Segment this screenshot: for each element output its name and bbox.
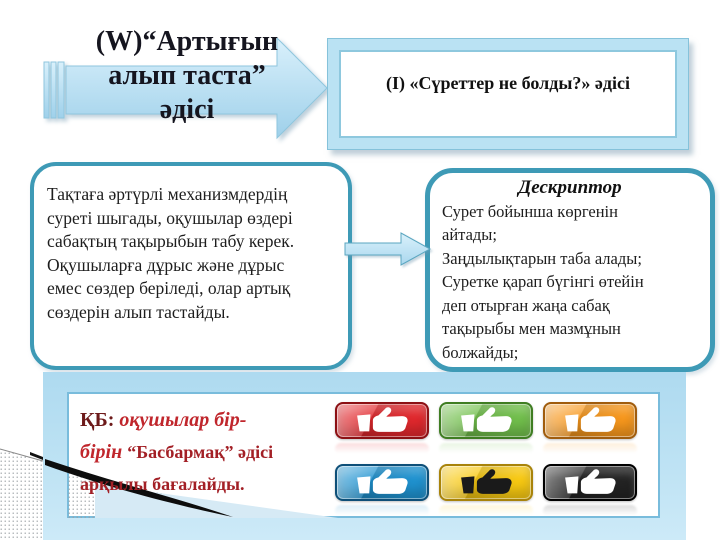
thumb-reflection [543,443,637,455]
thumb-reflection [439,443,533,455]
assessment-line [80,468,342,500]
text-line: сабақтың тақырыбын табу керек. [47,231,295,251]
thumb-button-orange [543,402,637,439]
thumb-up-icon [551,404,629,438]
text-line: Заңдылықтарын таба алады; [442,248,642,268]
descriptor-box [425,168,715,372]
text-line: болжайды; [442,342,519,362]
descriptor-text [442,200,698,365]
assessment-line [80,436,342,468]
text-line: алып таста” [108,60,266,91]
descriptor-title: Дескриптор [518,177,622,198]
text-line: әдісі [159,94,215,125]
thumb-up-icon [447,466,525,500]
thumbs-grid [335,402,655,518]
assessment-text [80,404,342,500]
text-line: айтады; [442,225,497,244]
text-line: (W)“Артығын [95,26,279,57]
thumb-up-icon [551,466,629,500]
assessment-regular: арқылы бағалайды. [80,474,245,494]
thumb-up-icon [447,404,525,438]
dotted-texture-left [0,449,43,540]
assessment-italic: бірін [80,441,123,463]
thumb-button-yellow [439,464,533,501]
text-line: Суретке қарап бүгінгі өтейін [442,272,644,291]
assessment-method-name: “Басбармақ” әдісі [127,442,274,462]
thumb-button-green [439,402,533,439]
thumb-up-icon [343,466,421,500]
method-box-inner [339,50,677,138]
text-line: суреті шыгады, оқушылар өздері [47,207,293,228]
thumb-button-blue [335,464,429,501]
assessment-label: ҚБ: [80,409,115,431]
text-line: емес сөздер беріледі, олар артық [47,278,291,298]
thumb-button-black [543,464,637,501]
assessment-line [80,404,342,436]
thumb-reflection [439,505,533,517]
thumb-reflection [335,505,429,517]
assessment-italic: оқушылар бір- [119,409,247,431]
text-line: Сурет бойынша көргенін [442,201,618,221]
text-line: деп отырған жаңа сабақ [442,295,610,315]
method-box [327,38,689,150]
task-box [30,162,352,370]
thumb-reflection [543,505,637,517]
text-line: сөздерін алып тастайды. [47,301,230,322]
thumb-button-red [335,402,429,439]
thumb-up-icon [343,404,421,438]
text-line: Тақтаға әртүрлі механизмдердің [47,184,288,204]
flow-arrow-shape [345,233,430,265]
thumb-reflection [335,443,429,455]
method-box-label: (І) «Сүреттер не болды?» әдісі [386,72,630,93]
slide-title [48,25,326,127]
flow-arrow-icon [344,230,434,268]
text-line: Оқушыларға дұрыс және дұрыс [47,254,285,275]
text-line: тақырыбы мен мазмұнын [442,319,621,338]
